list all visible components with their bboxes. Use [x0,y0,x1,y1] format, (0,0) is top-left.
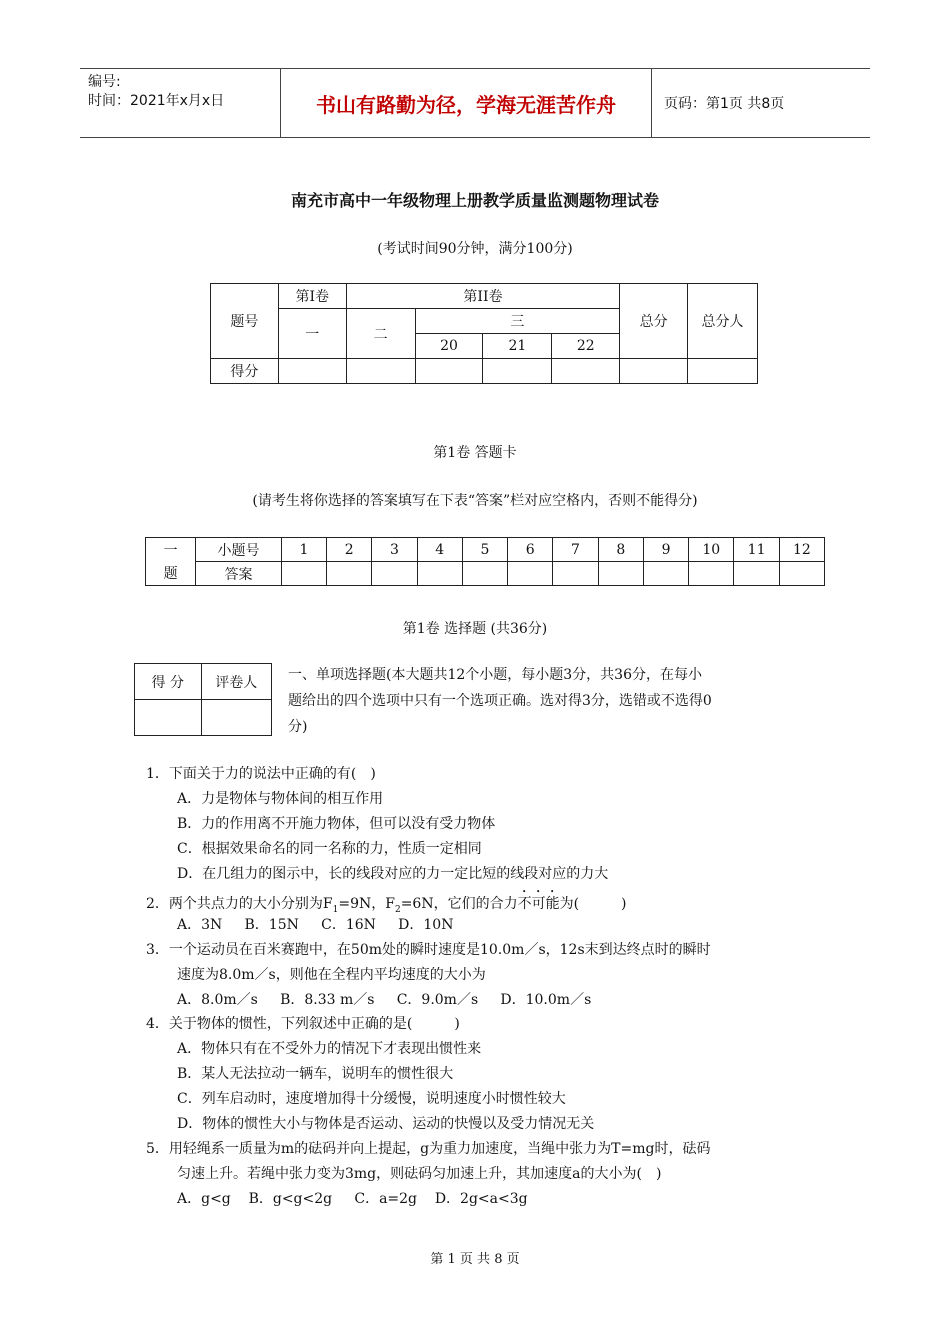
q1-option-b: B．力的作用离不开施力物体，但可以没有受力物体 [177,816,496,832]
q2-sub1: 1 [332,904,339,915]
score-table-tihao: 题号 [211,284,279,359]
section1-intro-line: 一、单项选择题(本大题共12个小题，每小题3分，共36分，在每小 [288,667,702,683]
q2-stem-pre: 2．两个共点力的大小分别为F [146,896,333,912]
answer-card-instruction: (请考生将你选择的答案填写在下表“答案”栏对应空格内，否则不能得分) [252,493,698,509]
q1-stem: 1．下面关于力的说法中正确的有( ) [146,766,376,782]
score-cell[interactable] [346,359,415,384]
answer-card-heading: 第1卷 答题卡 [433,445,517,461]
page-header [80,68,870,138]
question-number: 4 [417,538,462,562]
answer-cell[interactable] [508,562,553,586]
q5-line1: 5．用轻绳系一质量为m的砝码并向上提起，g为重力加速度，当绳中张力为T=mg时，砝码 [146,1141,711,1157]
q1-option-d: D．在几组力的图示中，长的线段对应的力一定比短的线段对应的力大 [177,866,609,882]
question-number: 10 [689,538,734,562]
score-table-zongfenren: 总分人 [688,284,758,359]
answer-cell[interactable] [417,562,462,586]
q2-end: 为( ) [559,896,627,912]
score-cell[interactable] [688,359,758,384]
page-footer: 第 1 页 共 8 页 [430,1252,520,1267]
q3-line1: 3．一个运动员在百米赛跑中，在50m处的瞬时速度是10.0m／s，12s末到达终点时的瞬时 [146,942,711,958]
score-cell[interactable] [483,359,552,384]
q1-option-c: C．根据效果命名的同一名称的力，性质一定相同 [177,841,482,857]
grader-person-label: 评卷人 [201,664,271,700]
answer-cell[interactable] [372,562,417,586]
q4-option-b: B．某人无法拉动一辆车，说明车的惯性很大 [177,1066,454,1082]
score-table-er: 二 [346,309,415,359]
answer-cell[interactable] [689,562,734,586]
answer-cell[interactable] [327,562,372,586]
header-motto: 书山有路勤为径，学海无涯苦作舟 [280,69,652,137]
q5-options: A．g<g B．g<g<2g C．a=2g D．2g<a<3g [177,1191,528,1207]
score-table-juan1: 第Ⅰ卷 [278,284,346,309]
q3-options: A．8.0m／s B．8.33 m／s C．9.0m／s D．10.0m／s [177,992,592,1008]
answer-card-num-label: 小题号 [196,538,282,562]
question-number: 12 [779,538,824,562]
answer-card-section-bottom: 题 [146,562,196,586]
question-number: 9 [643,538,688,562]
q2-options: A．3N B．15N C．16N D．10N [177,917,454,933]
question-number: 11 [734,538,779,562]
score-cell[interactable] [278,359,346,384]
answer-cell[interactable] [462,562,507,586]
score-table-q22: 22 [552,334,620,359]
q5-line2: 匀速上升。若绳中张力变为3mg，则砝码匀加速上升，其加速度a的大小为( ) [177,1166,662,1182]
q1-option-a: A．力是物体与物体间的相互作用 [177,791,384,807]
grader-score-label: 得 分 [135,664,202,700]
question-number: 1 [281,538,326,562]
score-table-q20: 20 [415,334,483,359]
score-table-q21: 21 [483,334,552,359]
answer-card-answer-label: 答案 [196,562,282,586]
answer-cell[interactable] [598,562,643,586]
question-number: 3 [372,538,417,562]
score-cell[interactable] [620,359,688,384]
grader-score-cell[interactable] [135,700,202,736]
question-number: 7 [553,538,598,562]
q3-line2: 速度为8.0m／s，则他在全程内平均速度的大小为 [177,967,486,983]
answer-card-table [145,537,825,586]
q4-option-c: C．列车启动时，速度增加得十分缓慢，说明速度小时惯性较大 [177,1091,566,1107]
score-cell[interactable] [552,359,620,384]
time-label: 时间：2021年x月x日 [88,93,225,109]
score-table-defen: 得分 [211,359,279,384]
question-number: 6 [508,538,553,562]
header-page-info: 页码：第1页 共8页 [664,96,785,112]
q4-stem: 4．关于物体的惯性，下列叙述中正确的是( ) [146,1016,460,1032]
q4-option-d: D．物体的惯性大小与物体是否运动、运动的快慢以及受力情况无关 [177,1116,595,1132]
section1-heading: 第1卷 选择题 (共36分) [402,621,548,637]
q2-emphasis: 不可能 [517,896,560,912]
score-table-juan2: 第II卷 [346,284,619,309]
score-table-zongfen: 总分 [620,284,688,359]
answer-cell[interactable] [643,562,688,586]
section1-intro-line: 分) [288,719,308,735]
answer-cell[interactable] [779,562,824,586]
grader-person-cell[interactable] [201,700,271,736]
exam-title: 南充市高中一年级物理上册教学质量监测题物理试卷 [290,191,659,210]
exam-subtitle: (考试时间90分钟，满分100分) [377,241,573,257]
q2-mid2: =6N，它们的合力 [400,896,518,912]
answer-cell[interactable] [734,562,779,586]
q2-mid1: =9N，F [338,896,395,912]
score-table [210,283,758,384]
question-number: 5 [462,538,507,562]
q4-option-a: A．物体只有在不受外力的情况下才表现出惯性来 [177,1041,482,1057]
answer-cell[interactable] [281,562,326,586]
section1-intro-line: 题给出的四个选项中只有一个选项正确。选对得3分，选错或不选得0 [288,693,712,709]
header-meta [88,73,224,111]
code-label: 编号: [88,74,121,90]
q2-sub2: 2 [394,904,401,915]
question-number: 2 [327,538,372,562]
score-table-yi: 一 [278,309,346,359]
section1-intro [288,662,712,740]
grader-box [134,663,272,736]
score-cell[interactable] [415,359,483,384]
question-number: 8 [598,538,643,562]
answer-card-section-top: 一 [146,538,196,562]
answer-cell[interactable] [553,562,598,586]
score-table-san: 三 [415,309,620,334]
